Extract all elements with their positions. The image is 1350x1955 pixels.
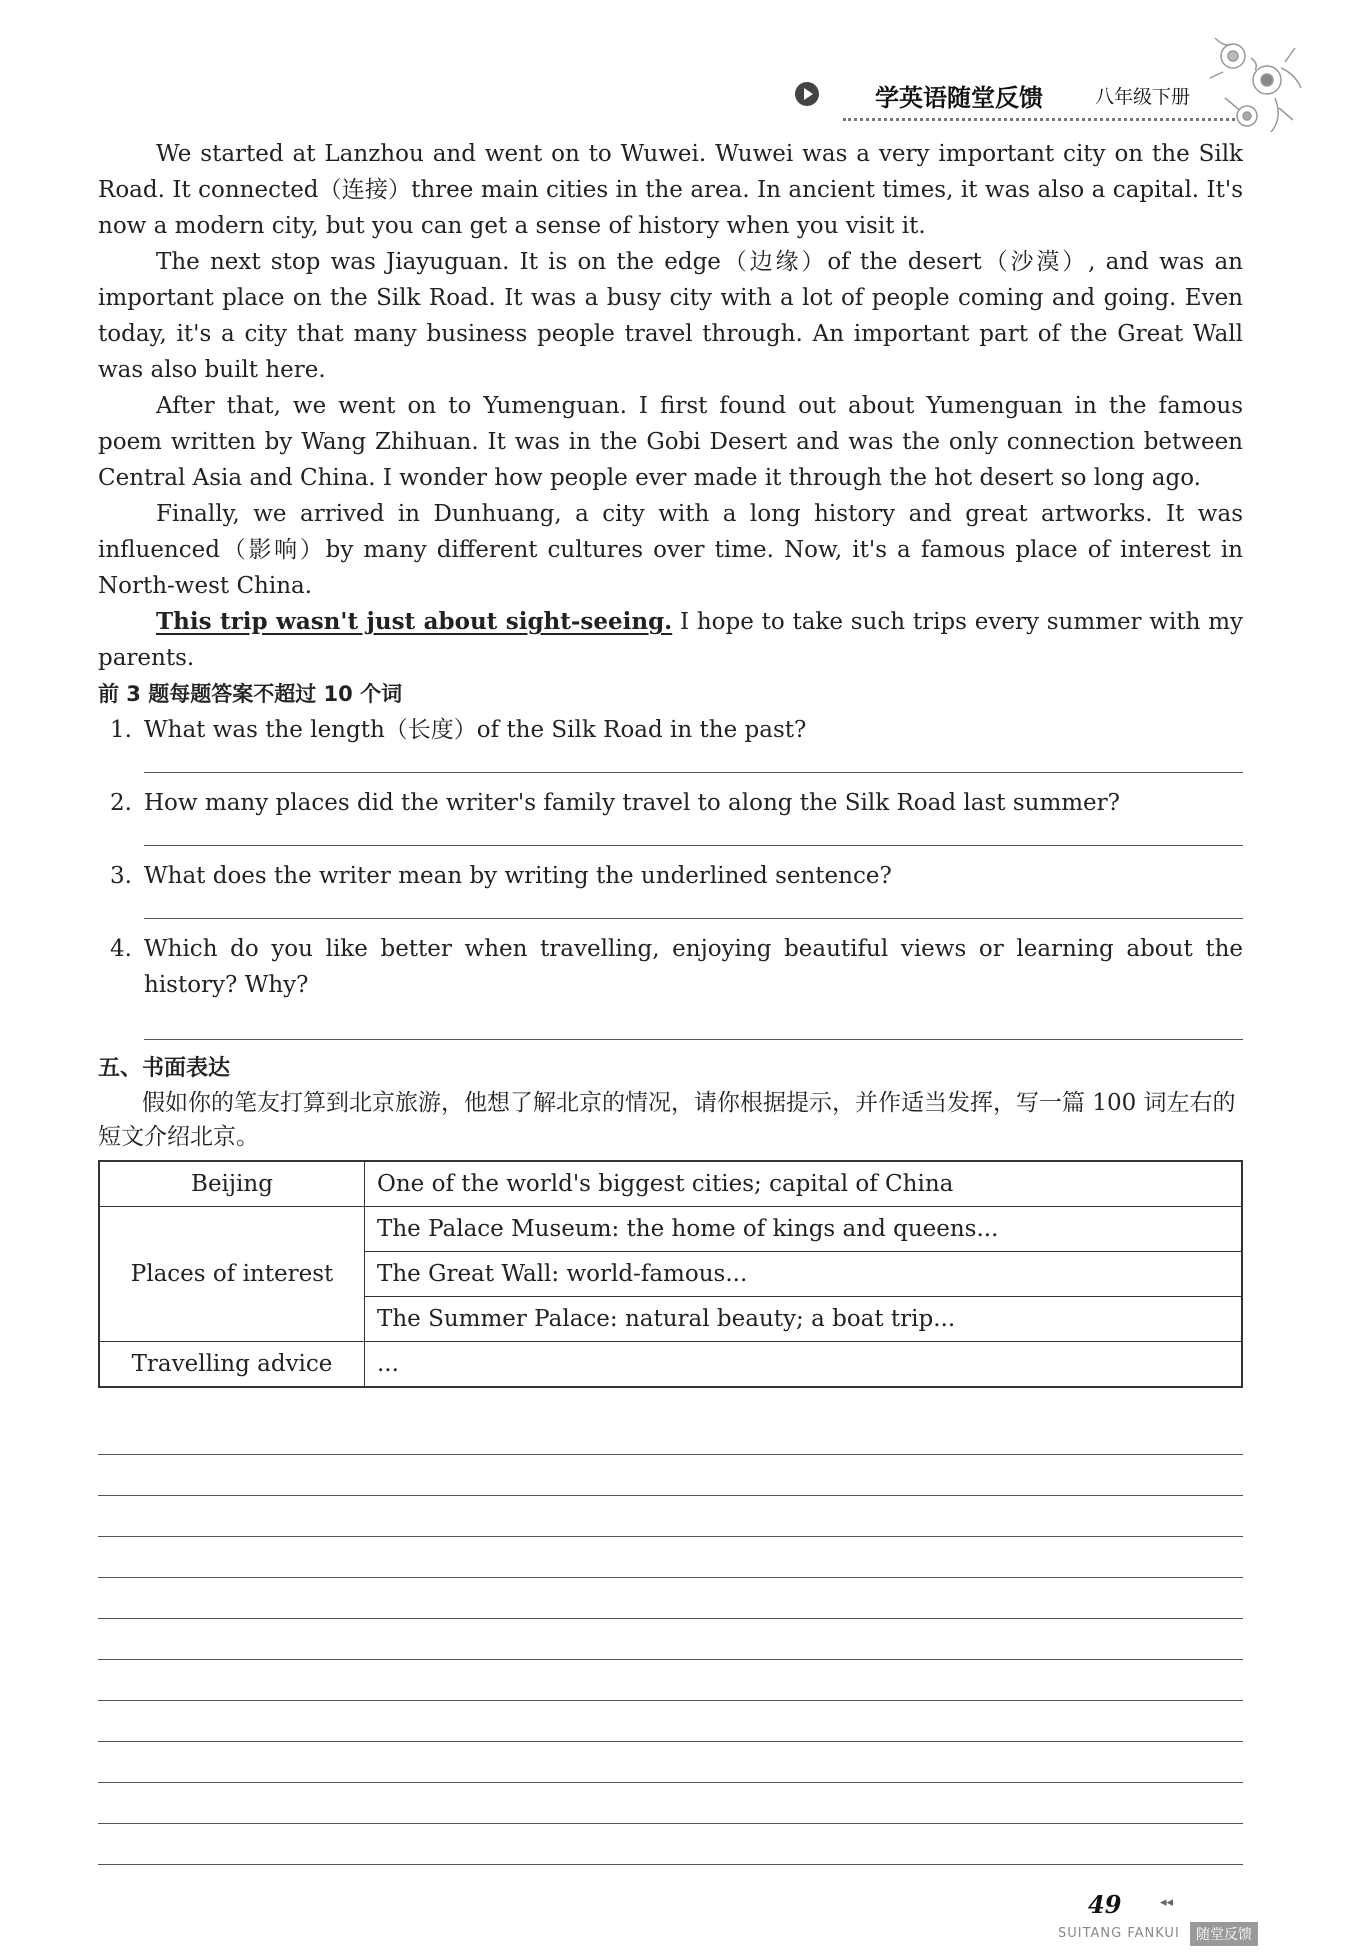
table-label-cell: Beijing: [99, 1161, 365, 1207]
writing-line[interactable]: [98, 1742, 1243, 1783]
table-row: [99, 1342, 1242, 1388]
page-number: 49: [1088, 1890, 1122, 1919]
table-label-cell: Places of interest: [99, 1207, 365, 1342]
writing-section-title: 五、书面表达: [98, 1056, 231, 1081]
answer-line[interactable]: [144, 821, 1243, 846]
writing-line[interactable]: [98, 1783, 1243, 1824]
table-value-cell: ...: [365, 1342, 1243, 1388]
question-item: [98, 712, 1243, 748]
passage-paragraph: After that, we went on to Yumenguan. I first found out about Yumenguan in the famous poem written by Wang Zhihuan. It was in the Gobi Desert and was the only connection between Central Asia and China. I wonder how people ever made it through the hot desert so long ago.: [98, 393, 1243, 491]
writing-line[interactable]: [98, 1455, 1243, 1496]
writing-line[interactable]: [98, 1414, 1243, 1455]
double-arrow-left-icon: ◂◂: [1160, 1895, 1174, 1910]
underlined-sentence: This trip wasn't just about sight-seeing.: [156, 608, 673, 635]
writing-line[interactable]: [98, 1578, 1243, 1619]
writing-area[interactable]: [98, 1414, 1243, 1865]
footer-brand: SUITANG FANKUI: [1058, 1926, 1180, 1941]
question-item: [98, 785, 1243, 821]
question-text: How many places did the writer's family travel to along the Silk Road last summer?: [144, 790, 1120, 816]
writing-prompt: 假如你的笔友打算到北京旅游，他想了解北京的情况，请你根据提示，并作适当发挥，写一篇 100 词左右的短文介绍北京。: [98, 1090, 1236, 1150]
footer-badge: 随堂反馈: [1190, 1922, 1258, 1946]
question-text: Which do you like better when travelling, enjoying beautiful views or learning about the history? Why?: [144, 936, 1243, 998]
page-content: [98, 136, 1243, 1865]
question-number: 2.: [110, 790, 132, 816]
question-item: [98, 931, 1243, 1003]
question-number: 1.: [110, 717, 132, 743]
answer-line[interactable]: [144, 748, 1243, 773]
play-circle-icon: [795, 82, 819, 106]
passage-paragraph: The next stop was Jiayuguan. It is on the edge（边缘）of the desert（沙漠）, and was an important place on the Silk Road. It was a busy city with a lot of people coming and going. Even today, it's a city that many business people travel through. An important part of the Great Wall was also built here.: [98, 249, 1243, 383]
table-value-cell: The Great Wall: world-famous...: [365, 1252, 1243, 1297]
passage-paragraph: Finally, we arrived in Dunhuang, a city with a long history and great artworks. It was influenced（影响）by many different cultures over time. Now, it's a famous place of interest in North-west China.: [98, 501, 1243, 599]
table-label-cell: Travelling advice: [99, 1342, 365, 1388]
header-dotted-rule: [843, 118, 1235, 121]
question-text: What was the length（长度）of the Silk Road in the past?: [144, 717, 807, 743]
question-number: 4.: [110, 936, 132, 962]
answer-line[interactable]: [144, 1003, 1243, 1040]
paragraph-rest: I hope to take such trips every summer with my parents.: [98, 609, 1244, 671]
table-value-cell: The Summer Palace: natural beauty; a boat trip...: [365, 1297, 1243, 1342]
writing-line[interactable]: [98, 1619, 1243, 1660]
question-number: 3.: [110, 863, 132, 889]
writing-outline-table: [98, 1160, 1243, 1388]
page-header: [795, 78, 1235, 118]
passage-paragraph: We started at Lanzhou and went on to Wuwei. Wuwei was a very important city on the Silk Road. It connected（连接）three main cities in the area. In ancient times, it was also a capital. It's now a modern city, but you can get a sense of history when you visit it.: [98, 141, 1243, 239]
answer-line[interactable]: [144, 894, 1243, 919]
question-item: [98, 858, 1243, 894]
table-row: [99, 1207, 1242, 1252]
writing-line[interactable]: [98, 1824, 1243, 1865]
question-instruction: 前 3 题每题答案不超过 10 个词: [98, 682, 403, 706]
table-row: [99, 1161, 1242, 1207]
book-title: 学英语随堂反馈: [875, 84, 1043, 112]
book-grade: 八年级下册: [1095, 86, 1191, 108]
question-text: What does the writer mean by writing the underlined sentence?: [144, 863, 892, 889]
passage-last-paragraph: [98, 604, 1243, 676]
writing-line[interactable]: [98, 1660, 1243, 1701]
writing-line[interactable]: [98, 1537, 1243, 1578]
writing-line[interactable]: [98, 1701, 1243, 1742]
writing-line[interactable]: [98, 1496, 1243, 1537]
table-value-cell: One of the world's biggest cities; capital of China: [365, 1161, 1243, 1207]
table-value-cell: The Palace Museum: the home of kings and queens...: [365, 1207, 1243, 1252]
flower-decoration-icon: [1205, 28, 1315, 148]
